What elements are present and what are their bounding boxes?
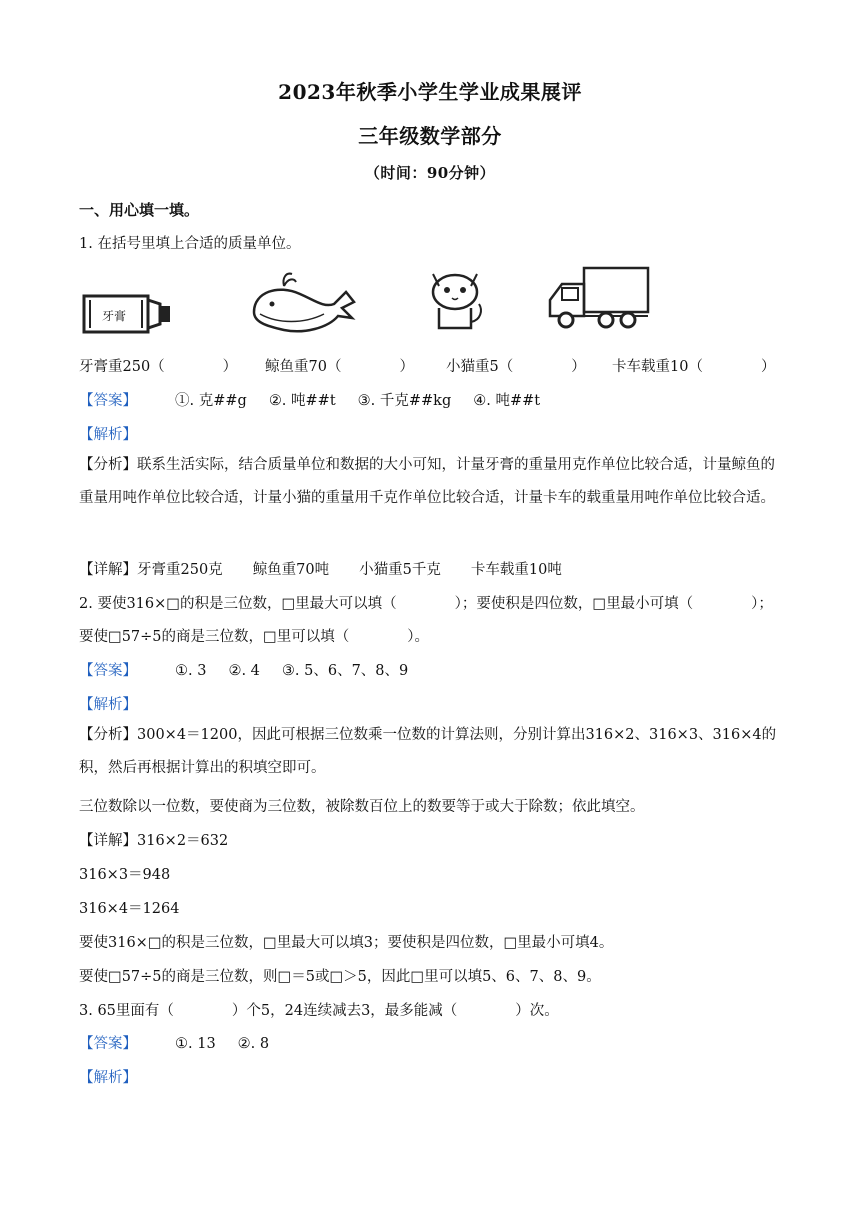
q1-label-toothpaste: 牙膏重250（ ） [79, 359, 238, 375]
toothpaste-label: 牙膏 [102, 309, 127, 323]
q1-label-truck: 卡车载重10（ ） [612, 359, 776, 375]
q2-answer-3: ③. 5、6、7、8、9 [281, 663, 409, 679]
q1-answer-2: ②. 吨##t [268, 393, 336, 409]
q1-xiangjie-2: 鲸鱼重70吨 [252, 562, 330, 578]
q1-xiangjie-1: 牙膏重250克 [137, 562, 223, 578]
exam-title: 2023年秋季小学生学业成果展评 [278, 80, 582, 104]
q1-answer-1: ①. 克##g [175, 393, 247, 409]
answer-tag: 【答案】 [79, 663, 137, 679]
q2-xiangjie-2: 316×3＝948 [79, 867, 171, 883]
exam-subtitle: 三年级数学部分 [358, 124, 502, 148]
q2-answer-2: ②. 4 [228, 663, 260, 679]
q2-answer-1: ①. 3 [175, 663, 207, 679]
xiangjie-tag: 【详解】 [79, 562, 137, 578]
q1-answer-line [79, 389, 540, 410]
q1-fenxi [79, 449, 784, 515]
exam-time: （时间：90分钟） [364, 164, 496, 182]
q3-answer-line [79, 1032, 269, 1053]
q1-xiangjie-3: 小猫重5千克 [359, 562, 441, 578]
analysis-tag: 【解析】 [79, 697, 137, 713]
fenxi-tag: 【分析】 [79, 457, 137, 473]
q2-answer-line [79, 659, 408, 680]
answer-tag: 【答案】 [79, 393, 137, 409]
whale-icon [248, 268, 358, 338]
q2-fenxi [79, 719, 784, 785]
q1-fenxi-text: 联系生活实际，结合质量单位和数据的大小可知，计量牙膏的重量用克作单位比较合适，计量鲸鱼的重量用吨作单位比较合适，计量小猫的重量用千克作单位比较合适，计量卡车的载重量用吨作单位比较合适。 [79, 457, 775, 506]
q1-xiangjie-4: 卡车载重10吨 [470, 562, 562, 578]
q3-stem: 3. 65里面有（ ）个5，24连续减去3，最多能减（ ）次。 [79, 1003, 559, 1019]
q3-answer-2: ②. 8 [237, 1036, 270, 1052]
analysis-tag: 【解析】 [79, 1070, 137, 1086]
toothpaste-icon [82, 290, 174, 336]
q2-stem-line1: 2. 要使316×□的积是三位数，□里最大可以填（ ）；要使积是四位数，□里最小可填（ ）； [79, 596, 773, 612]
q2-xiangjie-1 [79, 829, 228, 850]
xiangjie-tag: 【详解】 [79, 833, 137, 849]
q2-xiangjie-text-1: 316×2＝632 [137, 833, 229, 849]
q2-fenxi-text: 300×4＝1200，因此可根据三位数乘一位数的计算法则，分别计算出316×2、316×3、316×4的积，然后再根据计算出的积填空即可。 [79, 727, 777, 776]
q2-stem-line2: 要使□57÷5的商是三位数，□里可以填（ ）。 [79, 629, 429, 645]
q2-xiangjie-5: 要使□57÷5的商是三位数，则□＝5或□＞5，因此□里可以填5、6、7、8、9。 [79, 969, 601, 985]
answer-tag: 【答案】 [79, 1036, 137, 1052]
q1-label-whale: 鲸鱼重70（ ） [265, 359, 414, 375]
q1-answer-3: ③. 千克##kg [357, 393, 452, 409]
q3-answer-1: ①. 13 [175, 1036, 216, 1052]
truck-icon [544, 264, 652, 330]
q2-xiangjie-4: 要使316×□的积是三位数，□里最大可以填3；要使积是四位数，□里最小可填4。 [79, 935, 614, 951]
cat-icon [423, 264, 487, 334]
q1-label-cat: 小猫重5（ ） [446, 359, 586, 375]
q1-stem: 1. 在括号里填上合适的质量单位。 [79, 236, 301, 252]
section-heading: 一、用心填一填。 [79, 201, 200, 219]
q2-fenxi2: 三位数除以一位数，要使商为三位数，被除数百位上的数要等于或大于除数；依此填空。 [79, 799, 645, 815]
fenxi-tag: 【分析】 [79, 727, 137, 743]
q1-answer-4: ④. 吨##t [473, 393, 541, 409]
analysis-tag: 【解析】 [79, 427, 137, 443]
q1-xiangjie [79, 558, 562, 579]
q2-xiangjie-3: 316×4＝1264 [79, 901, 180, 917]
